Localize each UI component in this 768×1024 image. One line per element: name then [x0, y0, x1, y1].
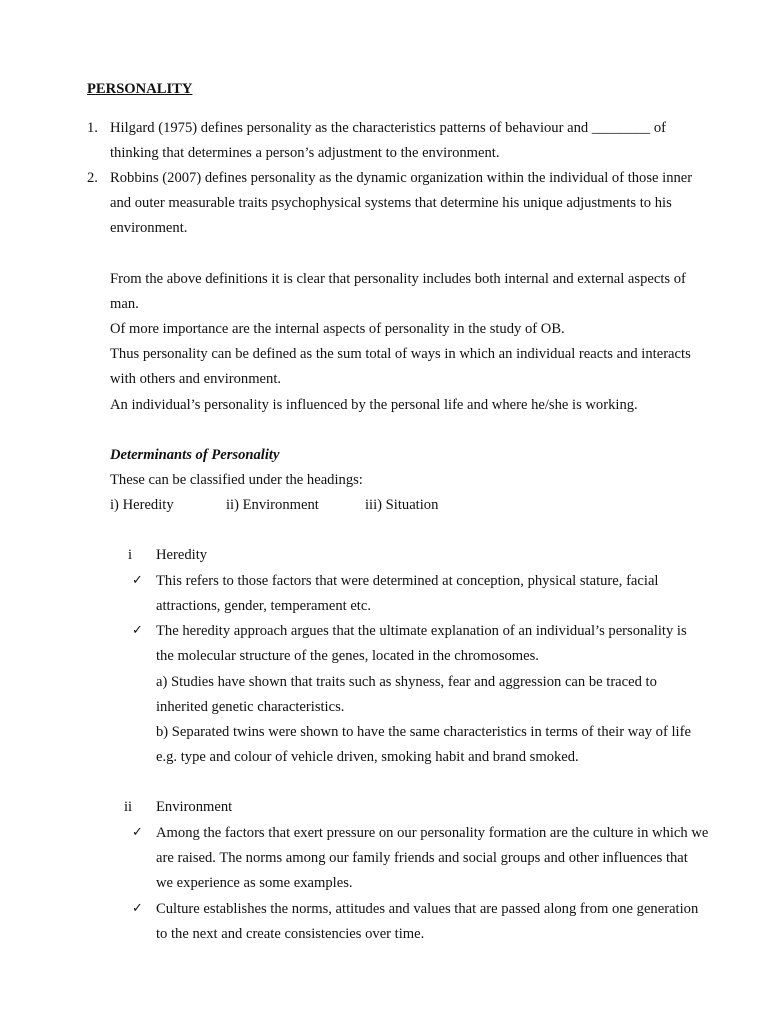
heredity-bullet-2-line-1: The heredity approach argues that the ultimate explanation of an individual’s personality is — [156, 623, 687, 639]
determinant-heading-heredity: i) Heredity — [110, 497, 174, 513]
paragraph-line-4: Thus personality can be defined as the sum total of ways in which an individual reacts and interacts — [110, 346, 691, 362]
paragraph-line-2: man. — [110, 296, 139, 312]
heredity-bullet-1-line-2: attractions, gender, temperament etc. — [156, 598, 371, 614]
definition-2-line-3: environment. — [110, 220, 188, 236]
environment-numeral: ii — [124, 799, 133, 815]
check-mark-icon: ✓ — [132, 573, 143, 588]
paragraph-line-1: From the above definitions it is clear that personality includes both internal and external aspects of — [110, 271, 686, 287]
environment-bullet-2-line-1: Culture establishes the norms, attitudes and values that are passed along from one generation — [156, 901, 699, 917]
check-mark-icon: ✓ — [132, 901, 143, 916]
heredity-label: Heredity — [156, 547, 208, 563]
page-title: PERSONALITY — [87, 81, 193, 97]
environment-bullet-1-line-2: are raised. The norms among our family friends and social groups and other influences that — [156, 850, 688, 866]
definition-2-line-2: and outer measurable traits psychophysical systems that determine his unique adjustments to his — [110, 195, 672, 211]
heredity-bullet-2-line-5: b) Separated twins were shown to have the same characteristics in terms of their way of life — [156, 724, 691, 740]
check-mark-icon: ✓ — [132, 825, 143, 840]
environment-bullet-1-line-1: Among the factors that exert pressure on our personality formation are the culture in which we — [156, 825, 709, 841]
determinant-heading-environment: ii) Environment — [226, 497, 319, 513]
definition-1-marker: 1. — [87, 120, 98, 136]
paragraph-line-3: Of more importance are the internal aspects of personality in the study of OB. — [110, 321, 565, 337]
heredity-bullet-1-line-1: This refers to those factors that were determined at conception, physical stature, facial — [156, 573, 659, 589]
heredity-numeral: i — [128, 547, 133, 563]
definition-1-line-2: thinking that determines a person’s adjustment to the environment. — [110, 145, 500, 161]
definition-1-line-1: Hilgard (1975) defines personality as the characteristics patterns of behaviour and ________ of — [110, 120, 667, 136]
heredity-bullet-2-line-2: the molecular structure of the genes, located in the chromosomes. — [156, 648, 539, 664]
heredity-bullet-2-line-4: inherited genetic characteristics. — [156, 699, 345, 715]
environment-label: Environment — [156, 799, 233, 815]
environment-bullet-2-line-2: to the next and create consistencies over time. — [156, 926, 425, 942]
definition-2-line-1: Robbins (2007) defines personality as the dynamic organization within the individual of those inner — [110, 170, 693, 186]
paragraph-line-5: with others and environment. — [110, 371, 282, 387]
determinant-heading-situation: iii) Situation — [365, 497, 439, 513]
check-mark-icon: ✓ — [132, 623, 143, 638]
definition-2-marker: 2. — [87, 170, 98, 186]
determinants-intro: These can be classified under the headings: — [110, 472, 363, 488]
paragraph-line-6: An individual’s personality is influenced by the personal life and where he/she is working. — [110, 397, 638, 413]
heredity-bullet-2-line-6: e.g. type and colour of vehicle driven, smoking habit and brand smoked. — [156, 749, 579, 765]
determinants-heading: Determinants of Personality — [110, 447, 280, 463]
environment-bullet-1-line-3: we experience as some examples. — [156, 875, 353, 891]
heredity-bullet-2-line-3: a) Studies have shown that traits such as shyness, fear and aggression can be traced to — [156, 674, 657, 690]
